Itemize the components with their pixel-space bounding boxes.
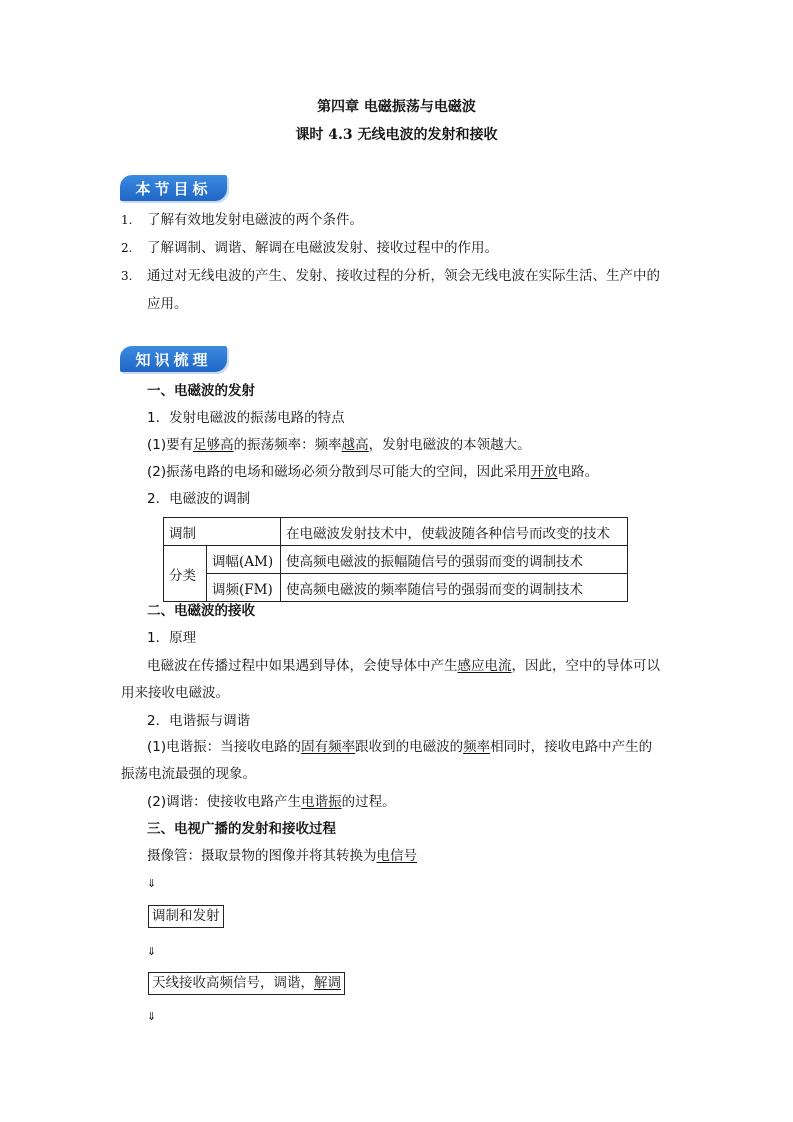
fill-blank: 固有频率 <box>301 739 356 755</box>
fill-blank: 足够高 <box>193 437 234 453</box>
subheading: 2．电谐振与调谐 <box>147 713 251 729</box>
subheading: 1．原理 <box>147 630 197 646</box>
section-heading: 一、电磁波的发射 <box>147 383 255 399</box>
section-heading: 二、电磁波的接收 <box>147 603 255 619</box>
process-box: 天线接收高频信号，调谐，解调 <box>148 972 345 995</box>
table-cell: 使高频电磁波的振幅随信号的强弱而变的调制技术 <box>281 546 628 574</box>
table-cell: 调制 <box>164 518 281 546</box>
fill-blank: 频率 <box>463 739 491 755</box>
fill-blank: 电信号 <box>376 848 417 864</box>
chapter-title: 第四章 电磁振荡与电磁波 <box>317 99 476 115</box>
paragraph: (2)振荡电路的电场和磁场必须分散到尽可能大的空间，因此采用开放电路。 <box>147 464 599 480</box>
table-cell: 分类 <box>164 546 207 602</box>
paragraph: 摄像管：摄取景物的图像并将其转换为电信号 <box>147 848 417 864</box>
down-arrow-icon: ⇓ <box>147 1010 157 1023</box>
paragraph-cont: 振荡电流最强的现象。 <box>121 766 256 782</box>
process-box: 调制和发射 <box>148 905 224 928</box>
lesson-title: 课时 4.3 无线电波的发射和接收 <box>295 127 498 143</box>
down-arrow-icon: ⇓ <box>147 945 157 958</box>
section-heading: 三、电视广播的发射和接收过程 <box>147 821 336 837</box>
fill-blank: 电谐振 <box>301 794 342 810</box>
fill-blank: 开放 <box>530 464 558 480</box>
objective-number: 1. <box>121 213 133 227</box>
objective-text-cont: 应用。 <box>147 296 188 312</box>
table-cell: 使高频电磁波的频率随信号的强弱而变的调制技术 <box>281 574 628 602</box>
table-cell: 调频(FM) <box>207 574 281 602</box>
paragraph: (1)要有足够高的振荡频率：频率越高，发射电磁波的本领越大。 <box>147 437 531 453</box>
paragraph-cont: 用来接收电磁波。 <box>121 685 229 701</box>
modulation-table <box>163 517 628 602</box>
down-arrow-icon: ⇓ <box>147 877 157 890</box>
objective-text: 了解调制、调谐、解调在电磁波发射、接收过程中的作用。 <box>147 240 498 256</box>
paragraph: 电磁波在传播过程中如果遇到导体，会使导体中产生感应电流，因此，空中的导体可以 <box>147 658 660 674</box>
objective-number: 3. <box>121 269 133 283</box>
paragraph: (2)调谐：使接收电路产生电谐振的过程。 <box>147 794 396 810</box>
fill-blank: 感应电流 <box>457 658 512 674</box>
knowledge-badge: 知识梳理 <box>120 346 227 372</box>
objectives-badge: 本节目标 <box>120 175 227 201</box>
subheading: 2．电磁波的调制 <box>147 491 251 507</box>
objective-number: 2. <box>121 241 133 255</box>
paragraph: (1)电谐振：当接收电路的固有频率跟收到的电磁波的频率相同时，接收电路中产生的 <box>147 739 653 755</box>
objective-text: 通过对无线电波的产生、发射、接收过程的分析，领会无线电波在实际生活、生产中的 <box>147 268 660 284</box>
objective-text: 了解有效地发射电磁波的两个条件。 <box>147 212 363 228</box>
fill-blank: 解调 <box>314 975 341 991</box>
table-cell: 在电磁波发射技术中，使载波随各种信号而改变的技术 <box>281 518 628 546</box>
table-cell: 调幅(AM) <box>207 546 281 574</box>
subheading: 1．发射电磁波的振荡电路的特点 <box>147 410 345 426</box>
fill-blank: 越高 <box>341 437 369 453</box>
